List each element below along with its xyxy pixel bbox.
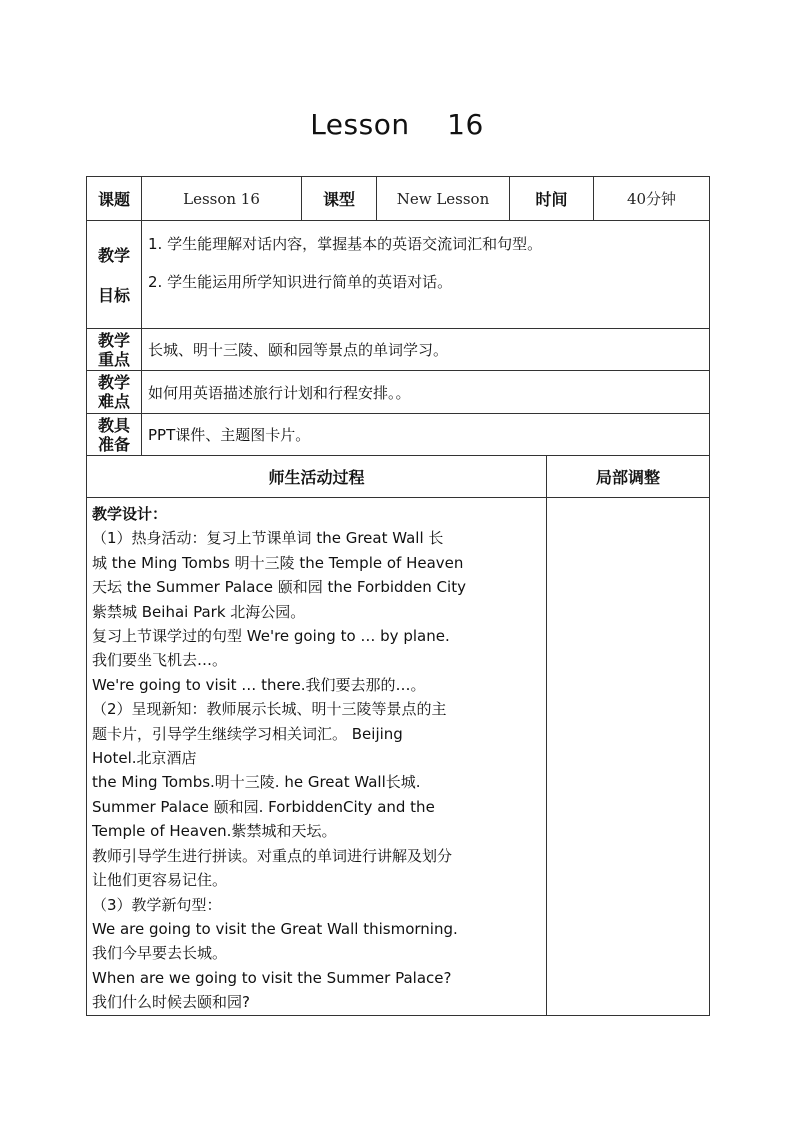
difficulties-label-top: 教学	[97, 373, 130, 392]
design-line: （2）呈现新知：教师展示长城、明十三陵等景点的主	[92, 700, 447, 719]
design-line: Summer Palace 颐和园. ForbiddenCity and the	[92, 797, 435, 816]
objective-item: 2. 学生能运用所学知识进行简单的英语对话。	[148, 273, 453, 291]
key-points-label	[87, 329, 142, 371]
type-label: 课型	[302, 177, 377, 221]
preparation-label-top: 教具	[97, 415, 130, 435]
design-line: 教师引导学生进行拼读。对重点的单词进行讲解及划分	[92, 846, 453, 865]
objectives-row	[87, 221, 710, 329]
preparation-label-bottom: 准备	[97, 434, 130, 454]
header-row	[87, 177, 710, 221]
design-line: Temple of Heaven.紫禁城和天坛。	[92, 822, 337, 841]
key-points-text: 长城、明十三陵、颐和园等景点的单词学习。	[142, 329, 710, 371]
process-header-row	[87, 456, 710, 498]
key-points-label-top: 教学	[97, 330, 130, 350]
process-header-left: 师生活动过程	[87, 456, 547, 498]
topic-label: 课题	[87, 177, 142, 221]
preparation-text: PPT课件、主题图卡片。	[142, 414, 710, 456]
objective-item: 1. 学生能理解对话内容，掌握基本的英语交流词汇和句型。	[148, 235, 543, 253]
objectives-label-top: 教学	[97, 246, 130, 265]
preparation-row	[87, 414, 710, 456]
topic-value: Lesson 16	[142, 177, 302, 221]
adjustment-cell	[547, 498, 710, 1016]
lesson-plan-table	[86, 176, 710, 1016]
design-line: 天坛 the Summer Palace 颐和园 the Forbidden City	[92, 578, 466, 597]
objectives-label	[87, 221, 142, 329]
design-line: 城 the Ming Tombs 明十三陵 the Temple of Heaven	[92, 553, 464, 572]
key-points-row	[87, 329, 710, 371]
objectives-content	[142, 221, 710, 329]
design-line: 题卡片，引导学生继续学习相关词汇。 Beijing	[92, 724, 403, 743]
design-line: 让他们更容易记住。	[92, 871, 228, 890]
type-value: New Lesson	[377, 177, 510, 221]
design-line: 我们什么时候去颐和园?	[92, 993, 250, 1012]
design-line: 我们今早要去长城。	[92, 944, 228, 963]
page-title: Lesson 16	[310, 108, 484, 141]
time-label: 时间	[510, 177, 594, 221]
time-value: 40分钟	[594, 177, 710, 221]
design-line: We are going to visit the Great Wall thismorning.	[92, 919, 458, 938]
design-heading: 教学设计：	[92, 505, 168, 523]
design-line: 复习上节课学过的句型 We're going to … by plane.	[92, 627, 450, 646]
difficulties-label-bottom: 难点	[97, 392, 130, 411]
design-line: 紫禁城 Beihai Park 北海公园。	[92, 602, 306, 621]
design-line: （1）热身活动：复习上节课单词 the Great Wall 长	[92, 529, 444, 548]
difficulties-text: 如何用英语描述旅行计划和行程安排。。	[142, 371, 710, 414]
design-line: We're going to visit … there.我们要去那的…。	[92, 675, 426, 694]
preparation-label	[87, 414, 142, 456]
objectives-label-bottom: 目标	[97, 286, 130, 305]
design-line: When are we going to visit the Summer Palace?	[92, 968, 452, 987]
difficulties-row	[87, 371, 710, 414]
design-line: Hotel.北京酒店	[92, 749, 197, 768]
key-points-label-bottom: 重点	[97, 349, 130, 369]
difficulties-label	[87, 371, 142, 414]
design-line: the Ming Tombs.明十三陵. he Great Wall长城.	[92, 773, 421, 792]
design-row	[87, 498, 710, 1016]
design-line: 我们要坐飞机去…。	[92, 651, 228, 670]
design-content	[87, 498, 547, 1016]
design-line: （3）教学新句型：	[92, 895, 222, 914]
process-header-right: 局部调整	[547, 456, 710, 498]
